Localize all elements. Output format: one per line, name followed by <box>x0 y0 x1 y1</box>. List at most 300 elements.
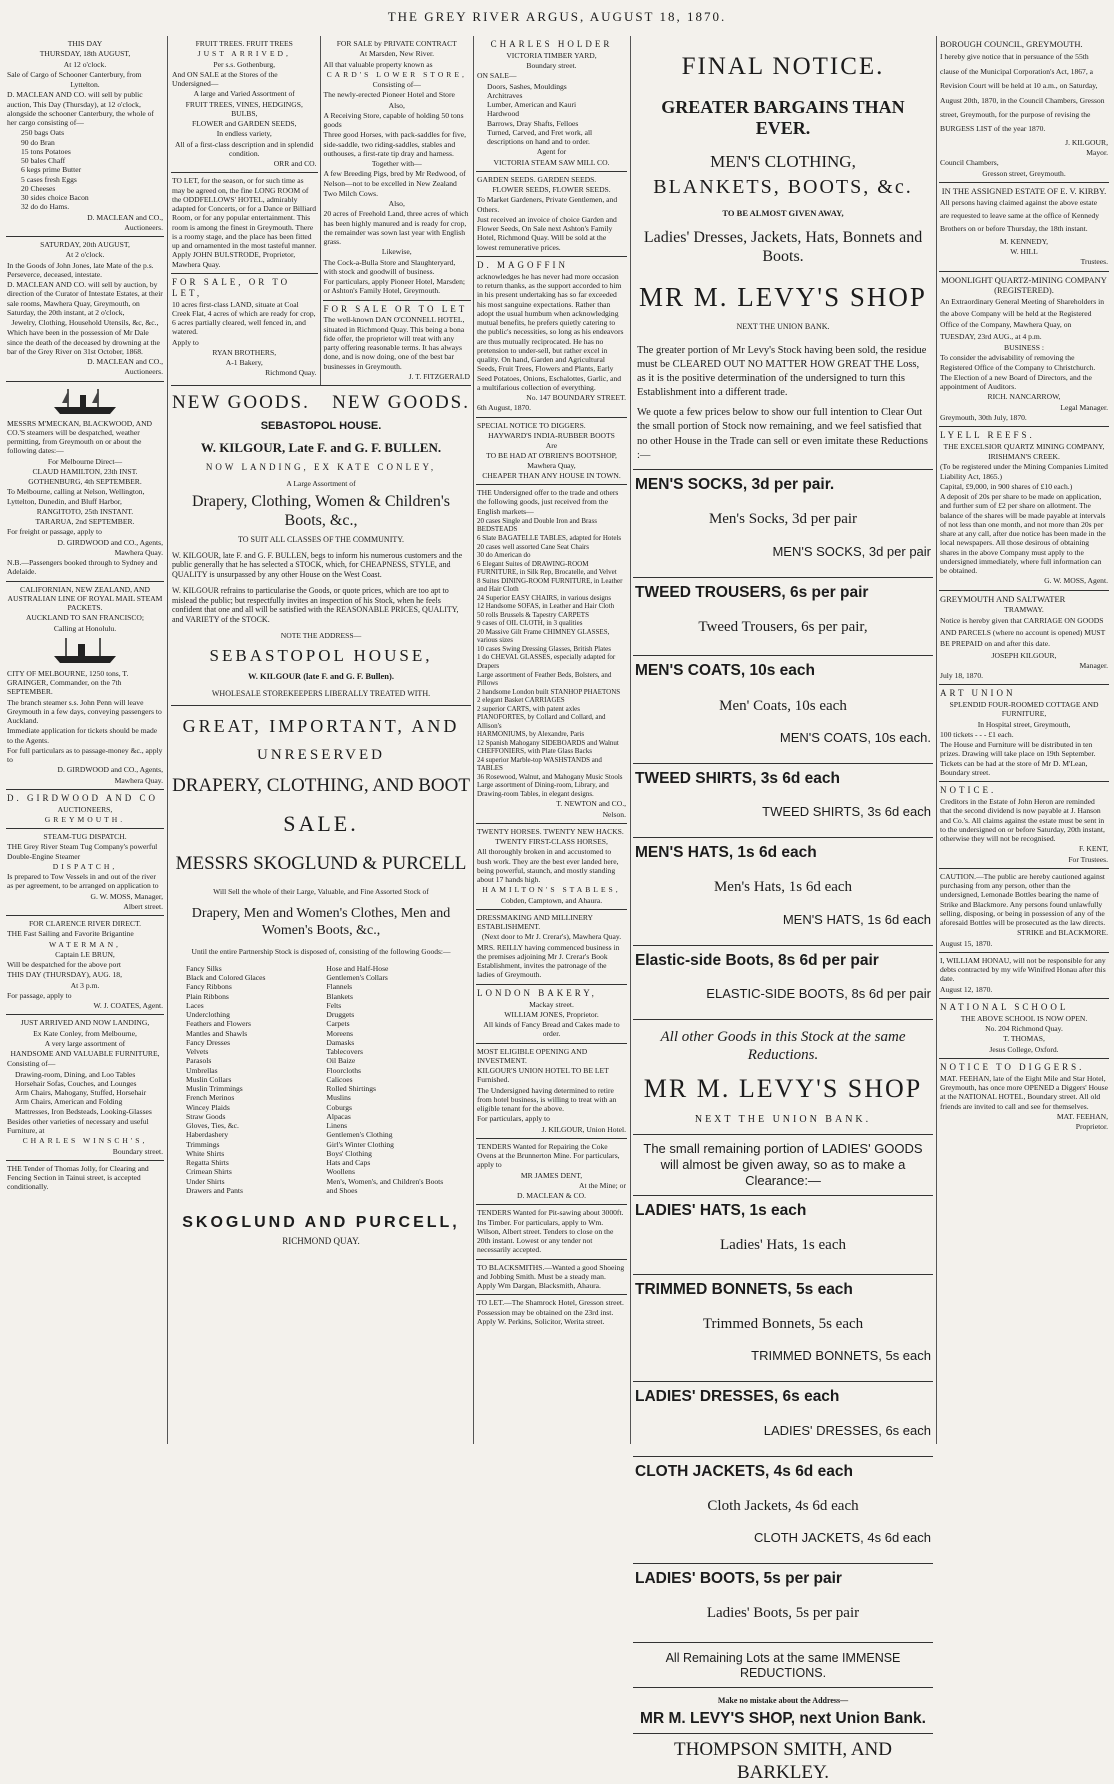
signature: M. KENNEDY, <box>999 236 1049 246</box>
ad-tender-notice <box>6 1161 164 1196</box>
ad-line: FOR CLARENCE RIVER DIRECT. <box>28 919 142 929</box>
price-line: Ladies' Boots, 5s per pair <box>706 1605 860 1622</box>
signature: STRIKE and BLACKMORE. <box>1017 928 1108 938</box>
ad-line: No. 204 Richmond Quay. <box>985 1024 1063 1034</box>
ad-line: FOR SALE by PRIVATE CONTRACT <box>336 39 457 48</box>
headline: SALE. <box>283 811 359 837</box>
headline: NEW GOODS. <box>332 392 470 414</box>
ad-line: Calling at Honolulu. <box>53 623 117 633</box>
ad-line: WATERMAN, <box>49 939 121 949</box>
ad-intestate-sale <box>6 237 164 382</box>
column-rule <box>630 36 631 1444</box>
ad-line: The small remaining portion of LADIES' GOODS will almost be given away, so as to make a Clearance:— <box>633 1134 933 1189</box>
ad-line: At 12 o'clock. <box>63 59 107 69</box>
list-item: 6 kegs prime Butter <box>21 165 82 175</box>
ad-line: Jewelry, Clothing, Household Utensils, &c, &c., <box>11 318 159 327</box>
headline: GREAT, IMPORTANT, AND <box>182 716 460 736</box>
ad-line: WHOLESALE STOREKEEPERS LIBERALLY TREATED WITH. <box>211 689 431 699</box>
ad-coke-ovens <box>476 1139 627 1206</box>
ad-line: THE EXCELSIOR QUARTZ MINING COMPANY, <box>943 441 1105 451</box>
price-headline: Elastic-side Boots, 8s 6d per pair <box>635 951 879 969</box>
signature: At the Mine; or <box>578 1180 626 1190</box>
ad-line: FOR SALE, OR TO LET, <box>172 276 291 298</box>
ad-tramway <box>939 591 1109 686</box>
list-item: 50 bales Chaff <box>21 156 66 165</box>
list-item: Rolled Shirtings <box>326 1084 376 1094</box>
list-item: Damasks <box>326 1037 355 1047</box>
signature: W. J. COATES, Agent. <box>93 1001 163 1011</box>
signature: Auctioneers. <box>124 367 163 377</box>
signature: Richmond Quay. <box>265 368 317 378</box>
list-item: Architraves <box>487 90 523 100</box>
ad-line: RANGITOTO, 25th INSTANT. <box>36 506 134 516</box>
column-5 <box>939 36 1109 1444</box>
list-item: Men's, Women's, and Children's Boots and Shoes <box>326 1176 444 1195</box>
ad-line: Drapery, Men and Women's Clothes, Men and Women's Boots, &c., <box>191 905 451 938</box>
ad-body: W. KILGOUR, late F. and G. F. BULLEN, begs to inform his numerous customers and the public generally that he has selected a STOCK, which, for CHEAPNESS, STYLE, and QUALITY is unsurpassed by any other House on the West Coast. <box>172 550 463 580</box>
ad-line: Greymouth, 30th July, 1870. <box>940 412 1027 422</box>
ad-body: An Extraordinary General Meeting of Shareholders in the above Company will be held at the Registered Office of the Company, Mawhera Quay, on TUESDAY, 23rd AUG., at 4 p.m. <box>940 297 1105 341</box>
headline: MEN'S CLOTHING, <box>710 152 856 172</box>
price-headline: LADIES' BOOTS, 5s per pair <box>635 1570 842 1588</box>
ad-body: TO LET, for the season, or for such time as may be agreed on, the fine LONG ROOM of the ODDFELLOWS' HOTEL, admirably adapted for Concerts, or for a Dance or Billiard Room, or for any popular entertainment. This room is among the finest in Greymouth. There is a roomy stage, and the place has been fitted up and ornamented in the most tasteful manner. Apply JOHN BULSTRODE, Proprietor, Mawhera Quay. <box>172 176 317 269</box>
ad-body: The House and Furniture will be distributed in ten prizes. Drawing will take place on 19th September. Tickets can be had at the store of Mr D. M'Lean, Boundary street. <box>940 740 1096 777</box>
list-item: 8 Suites DINING-ROOM FURNITURE, in Leather and Hair Cloth <box>477 576 623 594</box>
ad-line: LONDON BAKERY, <box>477 987 597 998</box>
ad-body: TENDERS Wanted for Pit-sawing about 3000ft. Ins Timber. For particulars, apply to Wm. Wilson, Albert street. Tenders to close on the 20th instant. Lowest or any tender not necessarily accepted. <box>477 1208 624 1255</box>
price-block <box>633 656 933 764</box>
ad-line: FLOWER and GARDEN SEEDS, <box>191 119 297 128</box>
ad-line: NOW LANDING, EX KATE CONLEY, <box>205 461 437 472</box>
ad-line: FLOWER SEEDS, FLOWER SEEDS. <box>492 185 611 195</box>
signature: MAT. FEEHAN, <box>1056 1111 1108 1121</box>
ad-line: CARD'S LOWER STORE, <box>326 69 467 79</box>
signature: D. GIRDWOOD and CO., Agents, <box>57 765 163 775</box>
price-block <box>633 578 933 657</box>
ad-line: SPECIAL NOTICE TO DIGGERS. <box>477 420 586 430</box>
ad-line: For freight or passage, apply to <box>7 527 102 537</box>
list-item: Lumber, American and Kauri <box>487 100 577 110</box>
list-item: Linens <box>326 1121 348 1131</box>
list-item: White Shirts <box>186 1148 225 1158</box>
ad-line: Capital, £9,000, in 900 shares of £10 each.) <box>940 481 1073 491</box>
signature: J. T. FITZGERALD <box>408 371 470 381</box>
list-item: 250 bags Oats <box>21 128 65 138</box>
ad-line: STEAM-TUG DISPATCH. <box>43 832 127 842</box>
list-item: Blankets <box>326 991 353 1001</box>
ad-line: All of a first-class description and in splendid condition. <box>174 139 314 158</box>
ad-line: The Cock-a-Bulla Store and Slaughteryard, with stock and goodwill of business. <box>323 257 456 276</box>
list-item: Boys' Clothing <box>326 1148 372 1158</box>
price-line: Cloth Jackets, 4s 6d each <box>707 1497 859 1514</box>
list-item: Drawing-room, Dining, and Loo Tables <box>15 1069 136 1079</box>
ad-line: August 12, 1870. <box>940 984 993 994</box>
signature: Auctioneers. <box>124 222 163 232</box>
signature: F. KENT, <box>1079 844 1108 854</box>
ad-steamers <box>6 382 164 582</box>
ad-line: N.B.—Passengers booked through to Sydney and Adelaide. <box>7 558 158 577</box>
ad-line: RICHMOND QUAY. <box>282 1235 360 1246</box>
ad-line: TO BE ALMOST GIVEN AWAY, <box>722 207 844 218</box>
list-item: Hose and Half-Hose <box>326 963 389 973</box>
ad-line: W. KILGOUR, Late F. and G. F. BULLEN. <box>200 439 442 455</box>
ad-line: IRISHMAN'S CREEK. <box>988 452 1060 462</box>
ad-line: Sale of Cargo of Schooner Canterbury, from <box>7 69 142 79</box>
signature: T. THOMAS, <box>1003 1034 1045 1044</box>
ad-body: 10 acres first-class LAND, situate at Coal Creek Flat, 4 acres of which are ready for crop, 6 acres partially cleared, well fenced in, and watered. <box>172 299 316 337</box>
price-headline: LADIES' HATS, 1s each <box>635 1201 807 1219</box>
ad-line: To Melbourne, calling at Nelson, Wellington, Lyttelton, Dunedin, and Bluff Harbor, <box>7 487 145 506</box>
ad-line: TENDERS Wanted for Repairing the Coke Ovens at the Brunnerton Mine. For particulars, apply to <box>477 1141 620 1170</box>
ad-line: SEBASTOPOL HOUSE. <box>260 420 382 433</box>
signature: T. NEWTON and CO., <box>556 799 626 809</box>
column-3 <box>476 36 627 1444</box>
ad-sebastopol-house <box>171 386 471 706</box>
ad-honau-notice <box>939 953 1109 999</box>
ad-line: CHARLES HOLDER <box>490 39 613 49</box>
ad-line: CLAUD HAMILTON, 23th INST. <box>32 466 138 476</box>
ad-line: Per s.s. Gothenburg, <box>213 59 276 69</box>
list-item: 2 elegant Basket CARRIAGES <box>477 696 565 705</box>
list-item: Wincey Plaids <box>186 1102 230 1112</box>
list-item: Mattresses, Iron Bedsteads, Looking-Glasses <box>15 1106 152 1116</box>
ad-line: BOROUGH COUNCIL, GREYMOUTH. <box>940 39 1083 49</box>
ad-line: D. GIRDWOOD AND CO <box>7 792 158 803</box>
list-item: Laces <box>186 1000 204 1010</box>
ad-newton-goods <box>476 485 627 824</box>
list-item: 50 rolls Brussels & Tapestry CARPETS <box>477 610 589 619</box>
signature: J. KILGOUR, <box>1065 137 1108 147</box>
ad-cargo-sale <box>6 36 164 237</box>
list-item: 12 Handsome SOFAS, in Leather and Hair Cloth <box>477 602 615 611</box>
ad-line: (Next door to Mr J. Crerar's), Mawhera Quay. <box>481 932 622 942</box>
ad-line: 20 acres of Freehold Land, three acres of which has been highly manured and is ready for crop, the remainder was sown last year with English grass. <box>323 209 469 246</box>
ad-line: HAMILTON'S STABLES, <box>482 885 621 895</box>
ad-line: Make no mistake about the Address— <box>717 1696 849 1706</box>
signature: Albert street. <box>123 901 163 911</box>
ad-notice-diggers <box>939 1059 1109 1135</box>
price-headline: MEN'S HATS, 1s 6d each <box>635 844 817 862</box>
ad-line: NEXT THE UNION BANK. <box>694 1114 872 1126</box>
price-block <box>633 470 933 578</box>
price-line: TRIMMED BONNETS, 5s each <box>751 1348 931 1364</box>
ad-union-hotel <box>476 1044 627 1139</box>
ad-line: TWENTY FIRST-CLASS HORSES, <box>495 837 608 847</box>
list-item: PIANOFORTES, by Collard and Collard, and Allison's <box>477 713 606 730</box>
price-line: LADIES' DRESSES, 6s each <box>763 1422 931 1438</box>
ad-line: HAYWARD'S INDIA-RUBBER BOOTS <box>488 430 615 440</box>
steamship-icon <box>7 634 163 668</box>
ad-line: All that valuable property known as <box>323 59 433 69</box>
signature: A-1 Bakery, <box>225 358 263 368</box>
signature: D. GIRDWOOD and CO., Agents, <box>57 537 163 547</box>
ad-line: GREYMOUTH AND SALTWATER <box>940 593 1066 604</box>
ad-line: All Remaining Lots at the same IMMENSE REDUCTIONS. <box>633 1651 933 1689</box>
list-item: Fancy Dresses <box>186 1037 231 1047</box>
list-item: Arm Chairs, Mahogany, Stuffed, Horsehair <box>15 1088 147 1098</box>
signature: D. MACLEAN and CO., <box>87 357 163 366</box>
ad-heron-estate <box>939 782 1109 869</box>
ad-line: Gresson street, Greymouth. <box>982 168 1066 178</box>
ad-line: MOONLIGHT QUARTZ-MINING COMPANY (REGISTERED). <box>941 274 1107 296</box>
ad-body: THE Undersigned offer to the trade and others the following goods, just received from the English markets— <box>477 488 619 516</box>
price-line: CLOTH JACKETS, 4s 6d each <box>753 1530 931 1546</box>
ad-body: We quote a few prices below to show our full intention to Clear Out the small portion of Stock now remaining, and we feel satisfied that no other House in the Trade can sell or even imitate these Reductions :— <box>637 407 929 461</box>
ad-body: Notice is hereby given that CARRIAGE ON GOODS AND PARCELS (where no account is opened) MUST BE PREPAID on and after this date. <box>940 616 1106 649</box>
ad-line: TO BE HAD AT O'BRIEN'S BOOTSHOP, Mawhera Quay, <box>486 451 617 470</box>
ad-line: All other Goods in this Stock at the same Reductions. <box>660 1028 906 1064</box>
ad-line: Council Chambers, <box>940 158 999 168</box>
list-item: Parasols <box>186 1056 212 1066</box>
column-4 <box>633 36 933 1784</box>
list-item: Felts <box>326 1000 342 1010</box>
ad-line: BUSINESS : <box>1004 343 1044 352</box>
signature: Mawhera Quay. <box>114 775 163 785</box>
ad-line: AUCKLAND TO SAN FRANCISCO; <box>25 613 145 623</box>
steamship-icon <box>7 384 163 418</box>
headline: MR M. LEVY'S SHOP <box>639 281 927 312</box>
ad-magoffin <box>476 257 627 418</box>
list-item: Feathers and Flowers <box>186 1019 251 1029</box>
price-line: Men' Coats, 10s each <box>719 697 847 714</box>
ad-body: MAT. FEEHAN, late of the Eight Mile and Star Hotel, Greymouth, has once more OPENED a Diggers' House at the NATIONAL HOTEL, Boundary street. All old friends are invited to call and see for themselves. <box>940 1073 1108 1111</box>
list-item: Drawers and Pants <box>186 1185 243 1195</box>
ad-clarence-river <box>6 916 164 1015</box>
ad-body: All persons having claimed against the above estate are requested to leave same at the office of Kennedy Brothers on or before Thursday, the 18th instant. <box>940 198 1100 234</box>
ad-body: D. MACLEAN AND CO. will sell by public auction, This Day (Thursday), at 12 o'clock, alongside the schooner Canterbury, the whole of her cargo consisting of— <box>7 90 154 127</box>
signature: Mawhera Quay. <box>114 547 163 557</box>
ad-line: A very large assortment of <box>44 1038 126 1048</box>
price-headline: MEN'S SOCKS, 3d per pair. <box>635 475 835 493</box>
list-item: Girl's Winter Clothing <box>326 1139 394 1149</box>
ad-line: 6th August, 1870. <box>477 403 532 413</box>
ad-diggers-boots <box>476 418 627 486</box>
price-line: Trimmed Bonnets, 5s each <box>702 1316 864 1333</box>
ad-line: Also, <box>388 199 405 208</box>
list-item: 2 handsome London built STANHOP PHAETONS <box>477 687 621 696</box>
list-item: 32 do do Hams. <box>21 202 70 212</box>
ad-line: Also, <box>388 100 405 110</box>
signature: RICH. NANCARROW, <box>987 392 1061 402</box>
list-item: Hats and Caps <box>326 1158 371 1168</box>
ad-line: Are <box>545 441 558 451</box>
ad-line: CHARLES WINSCH'S, <box>22 1136 148 1146</box>
ad-bakery <box>476 985 627 1044</box>
ad-line: All kinds of Fancy Bread and Cakes made to order. <box>483 1020 620 1039</box>
signature: J. KILGOUR, Union Hotel. <box>541 1124 626 1134</box>
ad-line: A few Breeding Pigs, bred by Mr Redwood, of Nelson—not to be excelled in New Zealand <box>323 169 466 188</box>
headline: NEW GOODS. <box>172 392 310 414</box>
list-item: Doors, Sashes, Mouldings <box>487 81 567 91</box>
price-line: Men's Hats, 1s 6d each <box>713 879 853 896</box>
ad-line: Which have been in the possession of Mr Dale since the death of the deceased by drowning at the bar of the Grey River on 31st October, 1868. <box>7 328 160 356</box>
ad-line: NATIONAL SCHOOL <box>940 1001 1069 1012</box>
ad-line: In the Goods of John Jones, late Mate of the p.s. Perseverce, deceased, intestate. <box>7 260 154 279</box>
ad-line: No. 147 BOUNDARY STREET. <box>526 393 626 403</box>
list-item: 9 cases of OIL CLOTH, in 3 qualities <box>477 619 583 628</box>
ad-line: CALIFORNIAN, NEW ZEALAND, AND AUSTRALIAN LINE OF ROYAL MAIL STEAM PACKETS. <box>7 584 163 612</box>
headline: SKOGLUND AND PURCELL, <box>182 1214 460 1232</box>
price-headline: LADIES' DRESSES, 6s each <box>635 1388 840 1406</box>
ad-line: Consisting of— <box>7 1059 56 1069</box>
ad-line: DRESSMAKING AND MILLINERY ESTABLISHMENT. <box>477 912 593 932</box>
ad-body: D. MACLEAN AND CO. will sell by auction, by direction of the Curator of Intestate Estates, at their sale rooms, Mawhera Quay, Greymouth, on Saturday, the 20th instant, at 2 o'clock, <box>7 280 163 317</box>
list-item: Oil Baize <box>326 1056 356 1066</box>
price-headline: TWEED SHIRTS, 3s 6d each <box>635 769 840 787</box>
column-rule <box>473 36 474 1444</box>
ad-line: Besides other varieties of necessary and useful Furniture, at <box>7 1116 149 1136</box>
ad-line: To consider the advisability of removing the Registered Office of the Company to Christchurch. <box>940 353 1096 372</box>
price-block <box>633 1457 933 1565</box>
ad-line: Immediate application for tickets should be made to the Agents. <box>7 726 158 745</box>
list-item: Muslins <box>326 1093 351 1103</box>
ad-line: ON SALE— <box>477 71 517 81</box>
ad-line: GOTHENBURG, 4th SEPTEMBER. <box>28 477 142 486</box>
ad-line: Boundary street. <box>526 61 577 71</box>
masthead: THE GREY RIVER ARGUS, AUGUST 18, 1870. <box>387 9 727 24</box>
headline: THOMPSON SMITH, AND BARKLEY. <box>674 1738 892 1784</box>
list-item: Crimean Shirts <box>186 1167 232 1177</box>
list-item: Barrows, Dray Shafts, Felloes <box>487 118 579 128</box>
ad-line: For full particulars as to passage-money &c., apply to <box>7 745 163 764</box>
ad-line: CHEAPER THAN ANY HOUSE IN TOWN. <box>482 470 621 480</box>
ad-line: In Hospital street, Greymouth, <box>977 719 1071 729</box>
column-1 <box>6 36 164 1444</box>
ad-line: Drapery, Clothing, Women & Children's Boots, &c., <box>191 492 450 530</box>
list-item: Hardwood <box>487 109 520 119</box>
price-line: Ladies' Hats, 1s each <box>720 1237 846 1254</box>
ad-line: TWENTY HORSES. TWENTY NEW HACKS. <box>477 826 624 836</box>
signature: D. MACLEAN & CO. <box>517 1191 586 1201</box>
headline: UNRESERVED <box>257 746 385 763</box>
list-item: Large assortment of Feather Beds, Bolsters, and Pillows <box>477 670 612 688</box>
ad-line: Consisting of— <box>372 80 421 89</box>
ad-art-union <box>939 685 1109 782</box>
signature: Nelson. <box>602 809 626 819</box>
ad-line: July 18, 1870. <box>940 671 984 680</box>
ad-line: FRUIT TREES. FRUIT TREES <box>195 39 293 48</box>
ad-line: WILLIAM JONES, Proprietor. <box>504 1009 599 1019</box>
price-headline: TWEED TROUSERS, 6s per pair <box>635 583 869 601</box>
ad-lyell-reefs <box>939 427 1109 591</box>
ad-line: TRAMWAY. <box>1004 605 1044 615</box>
ad-national-school <box>939 999 1109 1059</box>
ad-body: A deposit of 20s per share to be made on application, and further sum of £2 per share on allotment. The balance of the shares will be made payable at intervals of not less than one month, and not more than 20s per share at any call, after due notice has been made in the local newspapers. All those desirous of obtaining shares in the above Company must apply to the undersigned immediately, where full information can be obtained. <box>940 492 1106 576</box>
ad-line: Likewise, <box>381 247 412 257</box>
ad-line: A Large Assortment of <box>286 478 356 488</box>
price-block <box>633 1275 933 1383</box>
list-item: 2 superior CARTS, with patent axles <box>477 704 581 713</box>
headline: FINAL NOTICE. <box>681 53 885 80</box>
ad-line: Ex Kate Conley, from Melbourne, <box>33 1028 137 1038</box>
list-item: Underclothing <box>186 1010 230 1020</box>
ad-line: SPLENDID FOUR-ROOMED COTTAGE AND FURNITURE, <box>949 700 1099 719</box>
ad-line: THIS DAY (THURSDAY), AUG. 18, <box>7 970 122 980</box>
ad-line: For Melbourne Direct— <box>47 456 123 466</box>
list-item: 30 sides choice Bacon <box>21 193 89 202</box>
list-item: 15 tons Potatoes <box>21 146 71 156</box>
price-block <box>633 946 933 1020</box>
list-item: 20 cases Single and Double Iron and Brass BEDSTEADS <box>477 516 597 534</box>
ad-line: A large and Varied Assortment of <box>193 89 295 99</box>
ad-body: CAUTION.—The public are hereby cautioned against purchasing from any person, other than the undersigned, Lemonade Bottles bearing the name of Strike and Blackmore. Any persons found unlawfully selling, disposing, or being in possession of any of the aforesaid Bottles will be prosecuted as the law directs. <box>940 871 1106 928</box>
price-headline: TRIMMED BONNETS, 5s each <box>635 1280 853 1298</box>
ad-line: DISPATCH, <box>52 861 118 871</box>
list-item: Muslin Trimmings <box>186 1084 243 1094</box>
headline: MESSRS SKOGLUND & PURCELL <box>175 853 467 875</box>
list-item: Coburgs <box>326 1102 353 1112</box>
price-block <box>633 1382 933 1456</box>
ad-body: I hereby give notice that in persuance of the 55th clause of the Municipal Corporation's Act, 1867, a Revision Court will be held at 10 a.m., on Saturday, August 20th, 1870, in the Council Chambers, Gresson street, Greymouth, for the purpose of revising the BURGESS LIST of the year 1870. <box>940 52 1105 134</box>
ad-line: At 2 o'clock. <box>65 250 105 260</box>
ad-line: THIS DAY <box>67 39 103 48</box>
price-block <box>633 1196 933 1275</box>
price-block <box>633 838 933 946</box>
price-line: MEN'S COATS, 10s each. <box>779 729 931 745</box>
ad-line: FRUIT TREES, VINES, HEDGINGS, BULBS, <box>185 99 303 118</box>
ad-line: And ON SALE at the Stores of the Undersigned— <box>172 69 278 88</box>
ad-auctioneers <box>6 790 164 829</box>
ad-line: Together with— <box>371 159 422 168</box>
signature: ORR and CO. <box>273 159 317 168</box>
list-item: Alpacas <box>326 1111 351 1121</box>
ad-line: VICTORIA STEAM SAW MILL CO. <box>493 157 610 167</box>
signature: G. W. MOSS, Agent. <box>1044 576 1108 586</box>
signature: Mayor. <box>1086 148 1108 158</box>
ad-line: A Receiving Store, capable of holding 50 tons goods <box>323 110 464 129</box>
ad-line: THURSDAY, 18th AUGUST, <box>39 49 131 59</box>
list-item: Flannels <box>326 982 353 992</box>
list-item: Carpets <box>326 1019 350 1029</box>
price-line: MEN'S HATS, 1s 6d each <box>782 911 931 927</box>
column-rule <box>936 36 937 1444</box>
ad-line: Lyttelton. <box>70 80 100 89</box>
ad-pit-sawing <box>476 1205 627 1259</box>
ad-hotel-sale <box>323 301 471 386</box>
list-item: 36 Rosewood, Walnut, and Mahogany Music Stools <box>477 772 623 781</box>
price-headline: CLOTH JACKETS, 4s 6d each <box>635 1462 853 1480</box>
ad-caution <box>939 869 1109 953</box>
list-item: Gentlemen's Clothing <box>326 1130 393 1140</box>
list-item: Black and Colored Glaces <box>186 973 266 983</box>
signature: Proprietor. <box>1075 1122 1108 1132</box>
ad-line: JUST ARRIVED, <box>197 49 291 59</box>
ad-line: D. MAGOFFIN <box>477 259 569 270</box>
list-item: 20 cases well assorted Cane Seat Chairs <box>477 542 589 551</box>
list-item: Arm Chairs, American and Folding <box>15 1097 123 1107</box>
ad-line: VICTORIA TIMBER YARD, <box>506 50 597 60</box>
signature: G. W. MOSS, Manager, <box>90 891 163 901</box>
ad-line: SATURDAY, 20th AUGUST, <box>40 240 130 249</box>
ad-to-let-room <box>171 173 318 274</box>
headline: Ladies' Dresses, Jackets, Hats, Bonnets and Boots. <box>643 228 923 266</box>
ad-line: W. KILGOUR (late F. and G. F. Bullen). <box>248 670 394 681</box>
ad-line: At 3 p.m. <box>70 980 100 990</box>
ad-line: Boundary street. <box>112 1146 163 1156</box>
list-item: 24 superior Marble-top WASHSTANDS and TABLES <box>477 755 602 773</box>
ad-line: For particulars, apply Pioneer Hotel, Marsden; or Ashton's Family Hotel, Greymouth. <box>323 277 466 296</box>
list-item: 1 do CHEVAL GLASSES, especially adapted for Drapers <box>477 653 616 670</box>
headline: BLANKETS, BOOTS, &c. <box>653 176 913 199</box>
ad-body: The greater portion of Mr Levy's Stock having been sold, the residue must be CLEARED OUT NO MATTER HOW GREAT THE Loss, as it is the positive determination of the undersigned to turn this Establishment into a different trade. <box>637 344 927 399</box>
ad-garden-seeds <box>476 172 627 257</box>
list-item: Gentlemen's Collars <box>326 973 388 983</box>
ad-body: Creditors in the Estate of John Heron are reminded that the second dividend is now payable at J. Hanson and Co.'s. All claims against the estate must be sent in to the undersigned on or before Saturday, 20th instant, otherwise they will not be recognised. <box>940 797 1105 844</box>
list-item: Tablecovers <box>326 1047 363 1057</box>
list-item: Moreens <box>326 1028 353 1038</box>
list-item: Muslin Collars <box>186 1074 232 1084</box>
list-item: 30 do American do <box>477 551 531 560</box>
